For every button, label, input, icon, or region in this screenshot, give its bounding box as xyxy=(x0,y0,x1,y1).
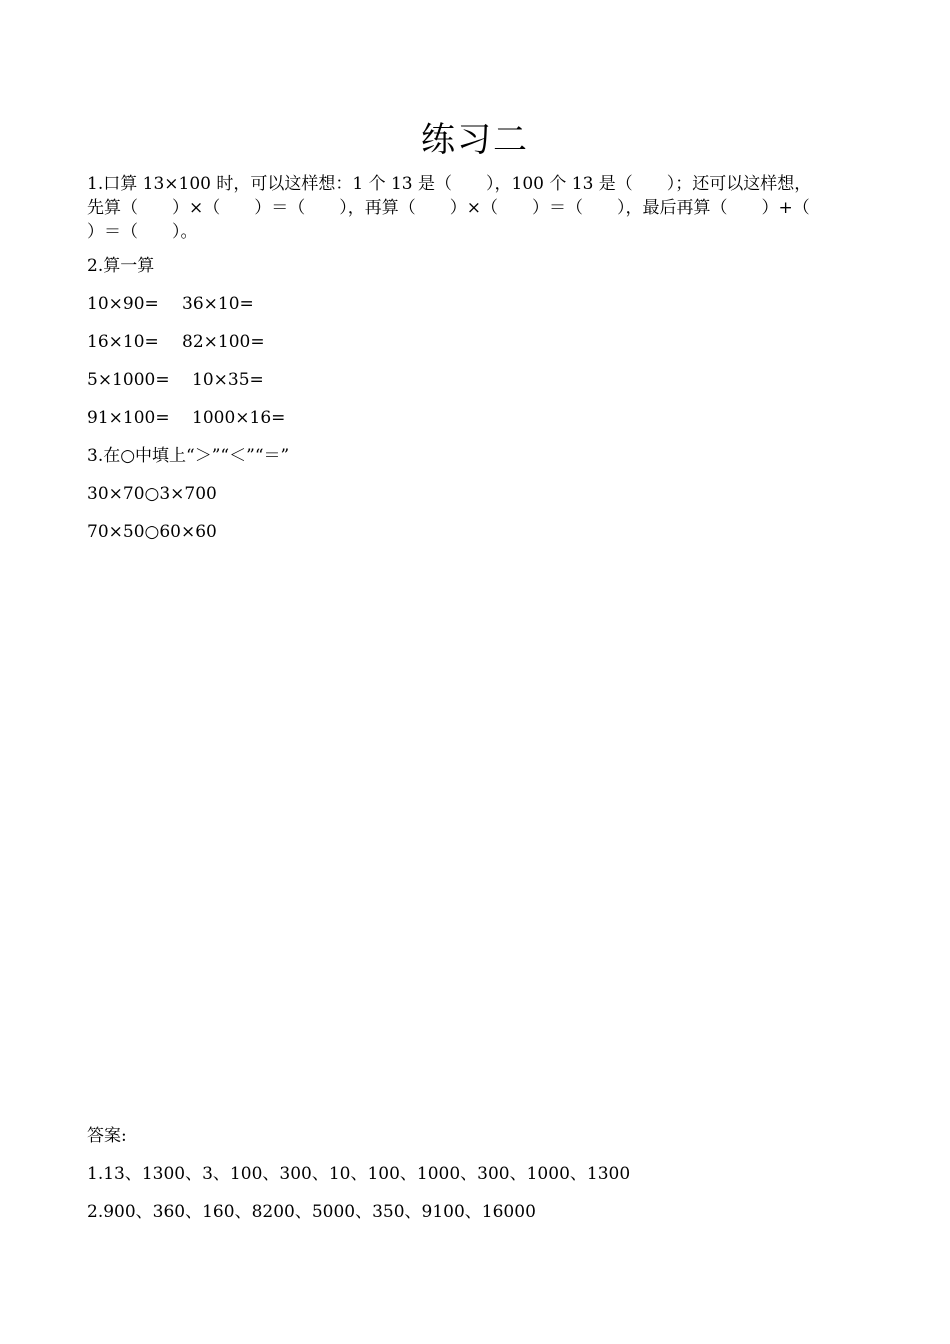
question-1-line-1: 1.口算 13×100 时，可以这样想：1 个 13 是（ ），100 个 13 是（ ）；还可以这样想， xyxy=(87,174,812,194)
question-1-line-2: 先算（ ）×（ ）＝（ ），再算（ ）×（ ）＝（ ），最后再算（ ）+（ xyxy=(87,198,810,218)
page-title: 练习二 xyxy=(421,120,529,160)
question-2-heading: 2.算一算 xyxy=(87,256,155,276)
calc-row xyxy=(87,406,285,430)
calc-item: 91×100= xyxy=(87,408,170,428)
calc-item: 82×100= xyxy=(182,332,265,352)
calc-row xyxy=(87,292,254,316)
calc-item: 1000×16= xyxy=(192,408,286,428)
compare-item: 30×70○3×700 xyxy=(87,484,217,504)
answer-line-1: 1.13、1300、3、100、300、10、100、1000、300、1000、1300 xyxy=(87,1164,631,1184)
calc-item: 10×90= xyxy=(87,294,159,314)
question-1-line-3: ）＝（ ）。 xyxy=(87,222,198,242)
calc-row xyxy=(87,368,264,392)
calc-item: 36×10= xyxy=(182,294,254,314)
question-3-heading: 3.在○中填上“＞”“＜”“＝” xyxy=(87,446,290,466)
calc-row xyxy=(87,330,265,354)
compare-item: 70×50○60×60 xyxy=(87,522,217,542)
calc-item: 16×10= xyxy=(87,332,159,352)
calc-item: 5×1000= xyxy=(87,370,170,390)
calc-item: 10×35= xyxy=(192,370,264,390)
answers-heading: 答案: xyxy=(87,1126,127,1146)
answer-line-2: 2.900、360、160、8200、5000、350、9100、16000 xyxy=(87,1202,536,1222)
